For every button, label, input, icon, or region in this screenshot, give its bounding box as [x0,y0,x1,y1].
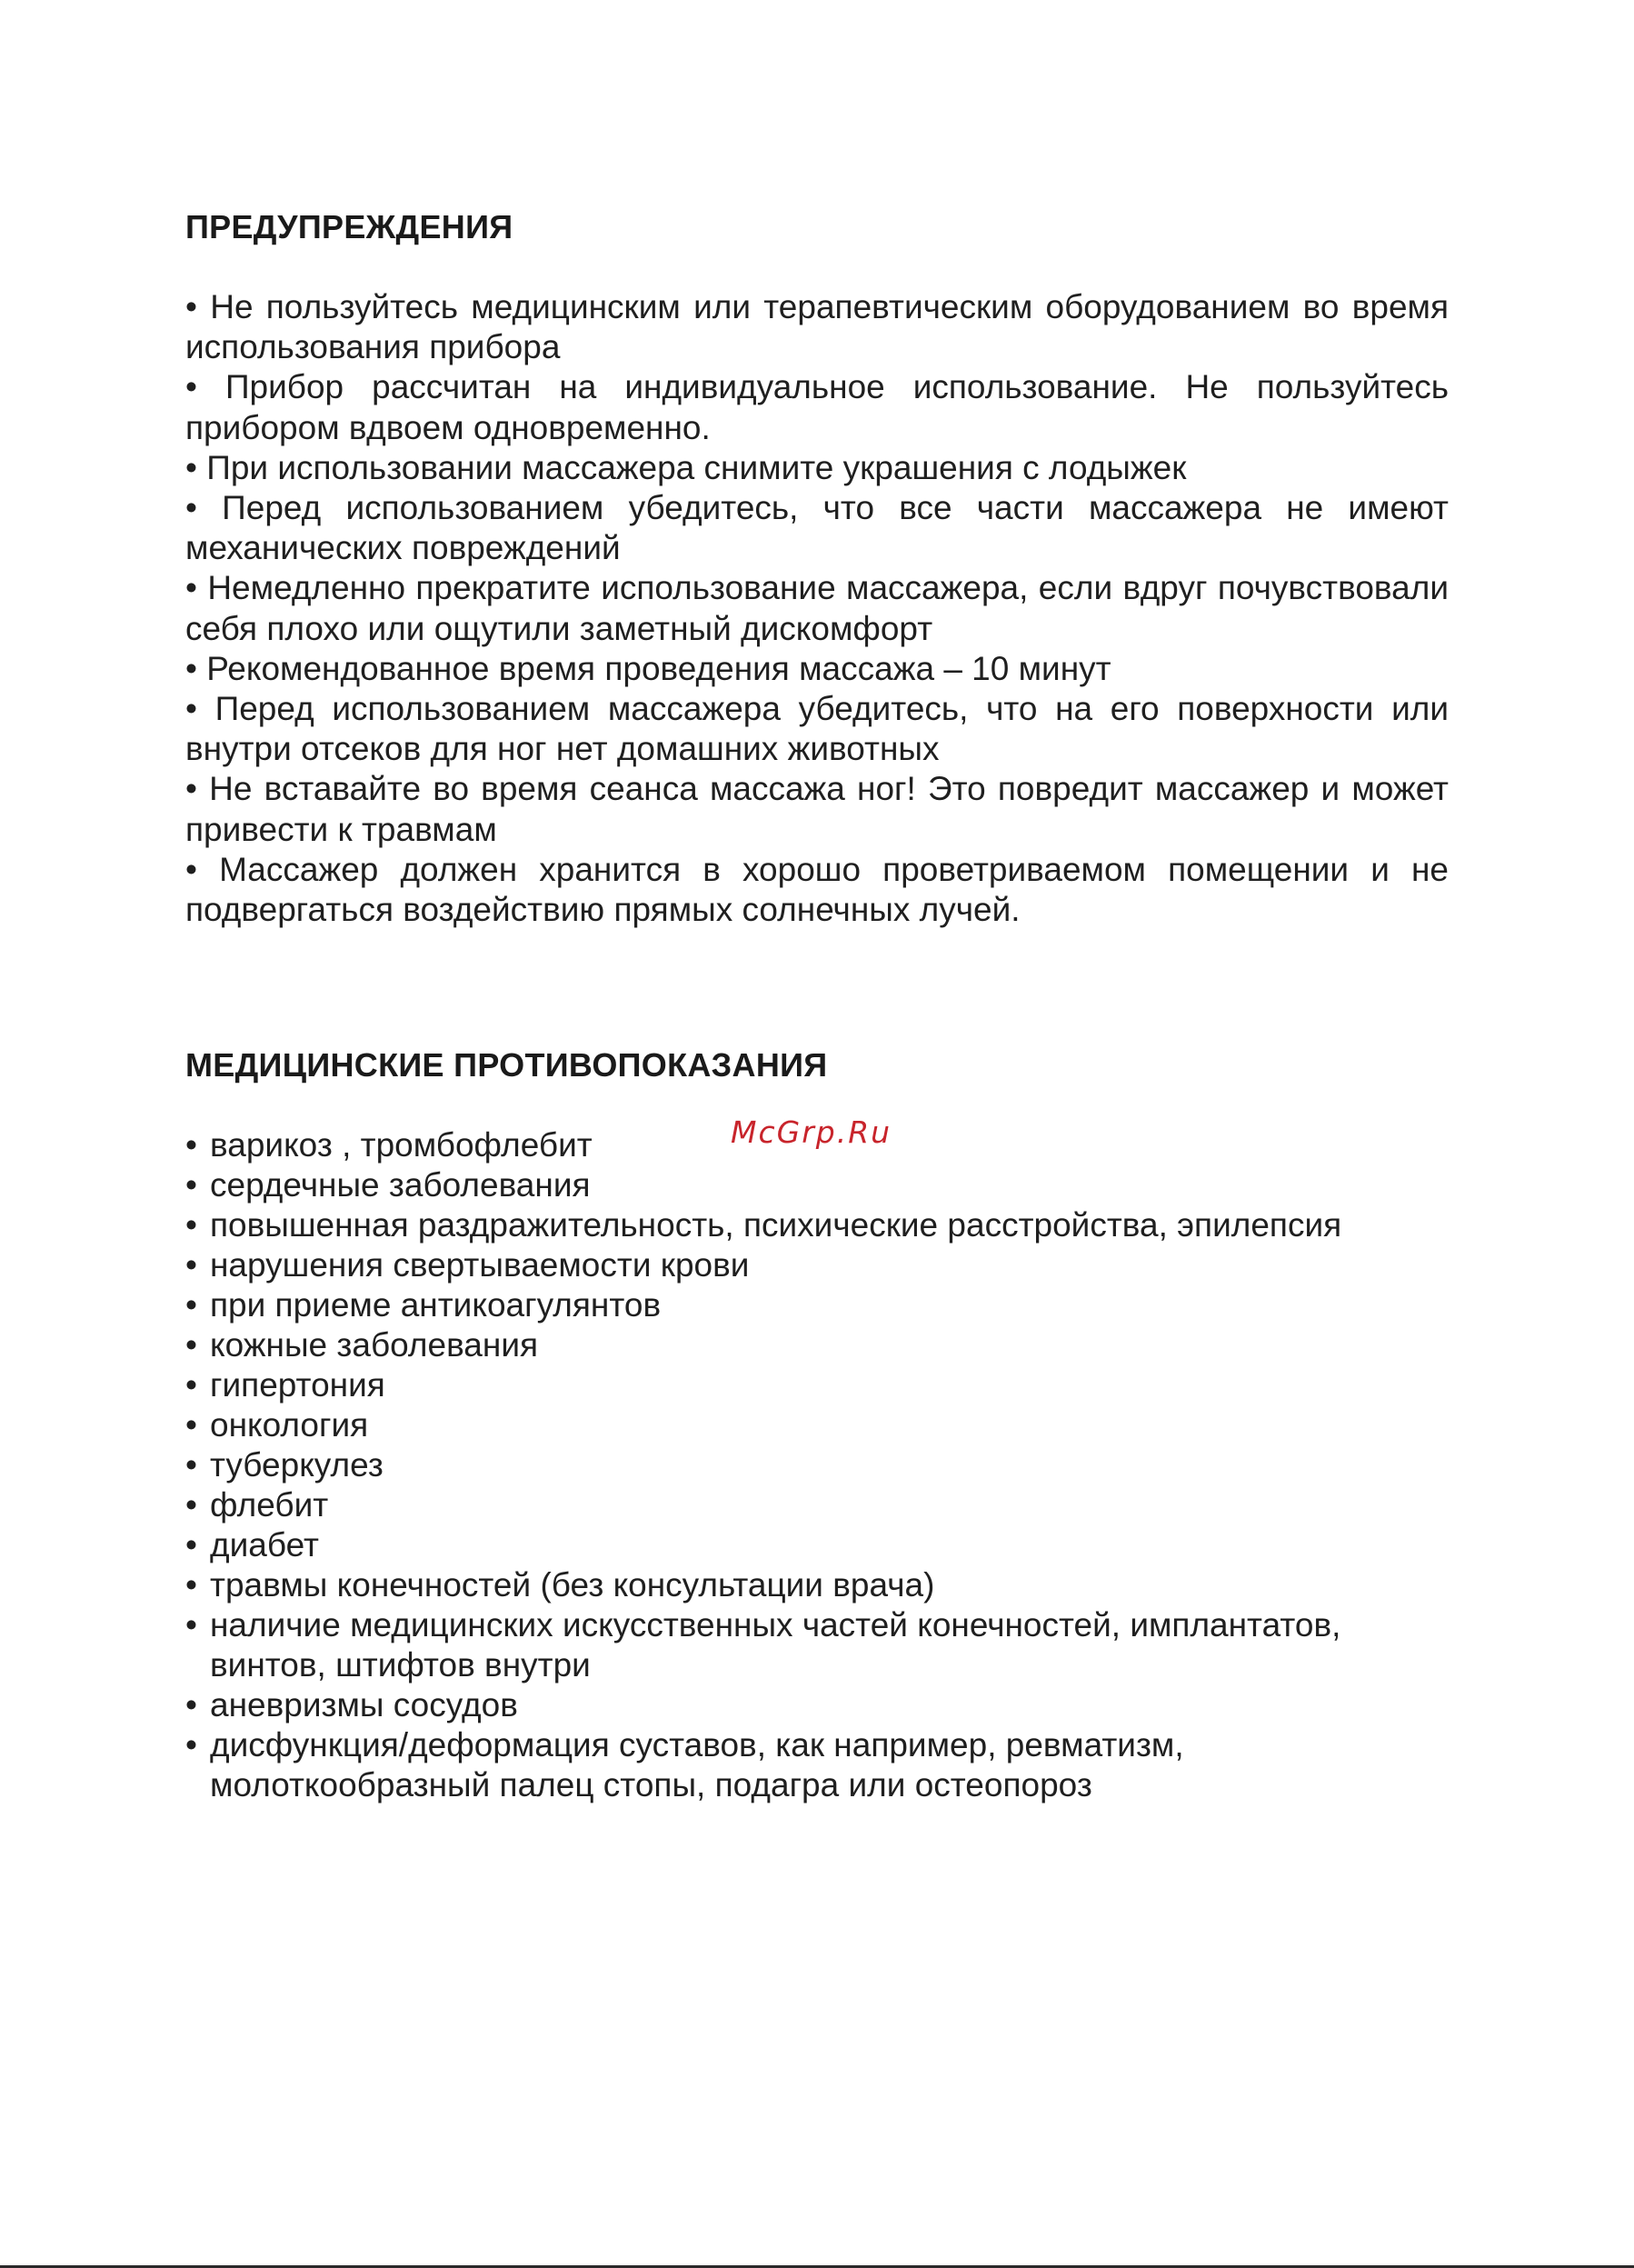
contraindications-heading: МЕДИЦИНСКИЕ ПРОТИВОПОКАЗАНИЯ [185,1046,828,1084]
warning-item: • Прибор рассчитан на индивидуальное использование. Не пользуйтесь прибором вдвоем одновременно. [185,367,1449,447]
warning-item: • Массажер должен хранится в хорошо проветриваемом помещении и не подвергаться воздействию прямых солнечных лучей. [185,850,1449,930]
contraindication-item: • гипертония [185,1365,1449,1405]
contraindication-item: • туберкулез [185,1445,1449,1485]
contraindication-item: • при приеме антикоагулянтов [185,1285,1449,1325]
warning-item: • Перед использованием убедитесь, что все части массажера не имеют механических повреждений [185,488,1449,568]
contraindication-item: • дисфункция/деформация суставов, как например, ревматизм, молоткообразный палец стопы, подагра или остеопороз [185,1725,1449,1805]
contraindication-item: • флебит [185,1485,1449,1525]
warnings-heading: ПРЕДУПРЕЖДЕНИЯ [185,208,513,245]
contraindication-item: • повышенная раздражительность, психические расстройства, эпилепсия [185,1205,1449,1245]
contraindication-item: • наличие медицинских искусственных частей конечностей, имплантатов, винтов, штифтов внутри [185,1605,1449,1685]
warning-item: • Не пользуйтесь медицинским или терапевтическим оборудованием во время использования прибора [185,287,1449,367]
watermark-text: McGrp.Ru [731,1114,892,1150]
contraindications-list [185,1125,1449,1805]
warning-item: • При использовании массажера снимите украшения с лодыжек [185,448,1449,488]
warning-item: • Не вставайте во время сеанса массажа ног! Это повредит массажер и может привести к травмам [185,769,1449,849]
warning-item: • Немедленно прекратите использование массажера, если вдруг почувствовали себя плохо или ощутили заметный дискомфорт [185,568,1449,648]
contraindication-item: • аневризмы сосудов [185,1685,1449,1725]
contraindication-item: • варикоз , тромбофлебит [185,1125,1449,1165]
contraindication-item: • нарушения свертываемости крови [185,1245,1449,1285]
contraindication-item: • диабет [185,1525,1449,1565]
warning-item: • Рекомендованное время проведения массажа – 10 минут [185,649,1449,689]
contraindication-item: • травмы конечностей (без консультации врача) [185,1565,1449,1605]
warnings-list [185,287,1449,930]
contraindication-item: • сердечные заболевания [185,1165,1449,1205]
warning-item: • Перед использованием массажера убедитесь, что на его поверхности или внутри отсеков для ног нет домашних животных [185,689,1449,769]
contraindication-item: • кожные заболевания [185,1325,1449,1365]
contraindication-item: • онкология [185,1405,1449,1445]
